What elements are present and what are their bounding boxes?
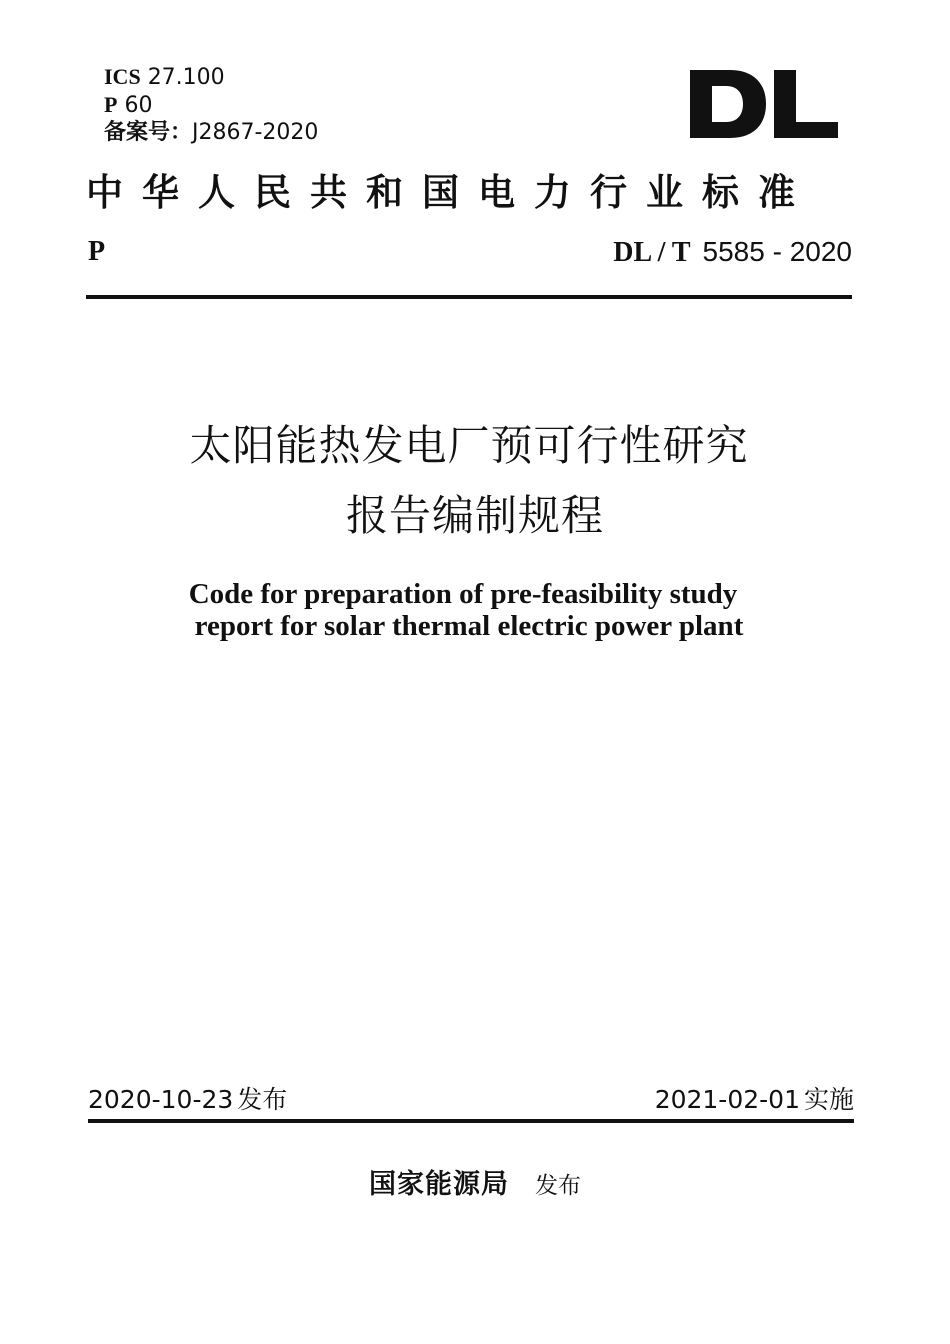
ics-classification [104, 64, 225, 91]
implement-date-block [655, 1084, 854, 1116]
implement-label: 实施 [803, 1085, 854, 1114]
dl-logo-l [774, 70, 838, 138]
chinese-title-line-2: 报告编制规程 [345, 491, 604, 540]
standard-name: 中华人民共和国电力行业标准 [86, 170, 814, 214]
standard-code [613, 234, 852, 271]
footer-divider [88, 1119, 854, 1123]
chinese-title-line-1: 太阳能热发电厂预可行性研究 [189, 421, 749, 470]
record-value: J2867-2020 [192, 120, 319, 145]
class-letter: P [88, 236, 106, 267]
standard-code-number: 5585 - 2020 [702, 236, 852, 267]
dl-logo-d [690, 70, 766, 138]
ics-label: ICS [104, 64, 141, 89]
publisher-action: 发布 [535, 1173, 581, 1199]
dl-logo [688, 68, 840, 140]
implement-date: 2021-02-01 [654, 1085, 800, 1114]
issue-date-block [88, 1084, 287, 1116]
p-classification [104, 92, 152, 119]
english-title-line-1: Code for preparation of pre-feasibility study [188, 578, 738, 610]
publisher [0, 1162, 950, 1201]
issue-date: 2020-10-23 [88, 1085, 234, 1114]
record-number [104, 120, 318, 146]
p-value: 60 [124, 93, 153, 118]
header-divider [86, 295, 852, 299]
issue-label: 发布 [237, 1085, 288, 1114]
record-label: 备案号： [104, 120, 193, 145]
english-title-line-2: report for solar thermal electric power plant [194, 610, 744, 642]
p-label: P [104, 92, 118, 117]
publisher-name: 国家能源局 [369, 1169, 509, 1200]
ics-value: 27.100 [147, 65, 225, 90]
standard-code-prefix: DL / T [613, 237, 691, 268]
